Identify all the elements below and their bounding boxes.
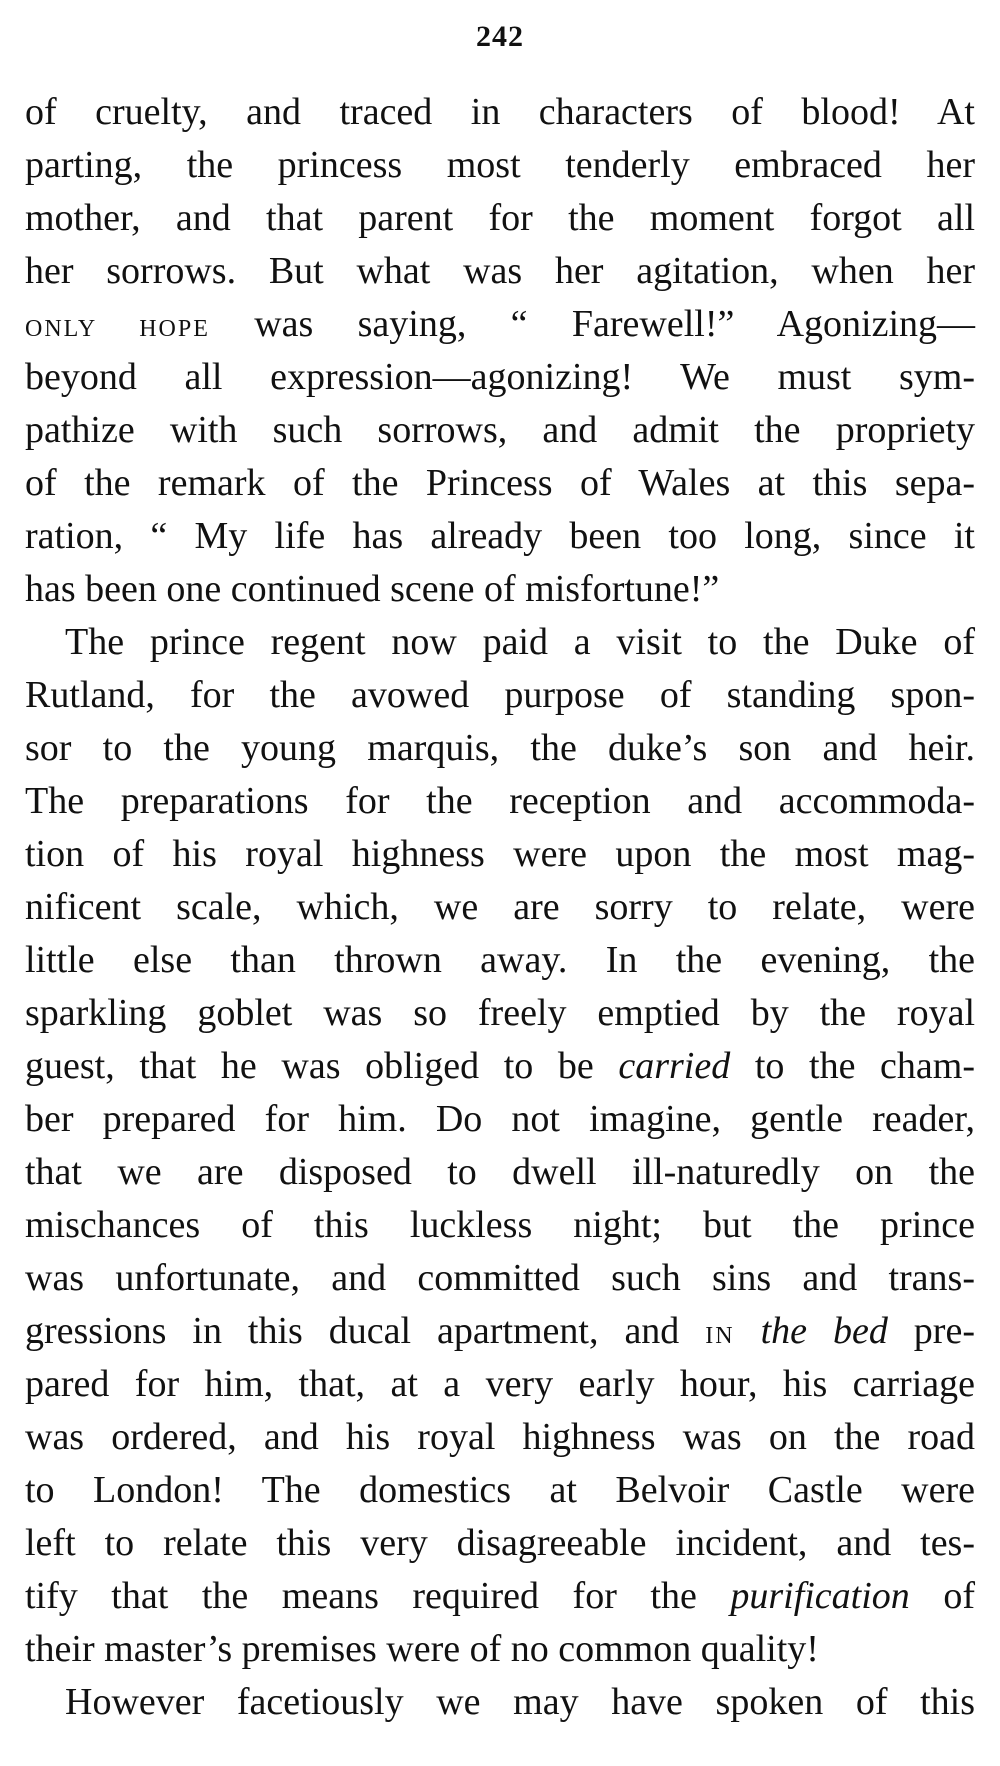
text-run: guest, that he was obliged to be	[25, 1045, 619, 1087]
text-line: ber prepared for him. Do not imagine, gentle reader,	[25, 1098, 975, 1140]
text-run: gressions in this ducal apartment, and	[25, 1310, 706, 1352]
italic-word: carried	[618, 1045, 731, 1087]
text-line: mischances of this luckless night; but the prince	[25, 1204, 975, 1246]
text-line: was unfortunate, and committed such sins and trans-	[25, 1257, 975, 1299]
text-line: ration, “ My life has already been too long, since it	[25, 515, 975, 557]
text-run: was saying, “ Farewell!” Agonizing—	[209, 303, 975, 345]
text-line: to London! The domestics at Belvoir Castle were	[25, 1469, 975, 1511]
text-line: that we are disposed to dwell ill-naturedly on the	[25, 1151, 975, 1193]
text-line: sor to the young marquis, the duke’s son and heir.	[25, 727, 975, 769]
text-line: The preparations for the reception and accommoda-	[25, 780, 975, 822]
text-run: pre-	[887, 1310, 975, 1352]
page-number: 242	[476, 20, 524, 53]
text-run	[735, 1310, 761, 1352]
paragraph-start-line: However facetiously we may have spoken of this	[65, 1681, 975, 1723]
text-line: pathize with such sorrows, and admit the propriety	[25, 409, 975, 451]
text-run: to the cham-	[730, 1045, 975, 1087]
text-line	[25, 298, 975, 351]
small-caps-word: IN	[705, 1323, 735, 1349]
text-line: beyond all expression—agonizing! We must sym-	[25, 356, 975, 398]
text-line: their master’s premises were of no common quality!	[25, 1628, 819, 1670]
small-caps-phrase: ONLY HOPE	[25, 316, 210, 342]
text-line	[25, 1570, 975, 1623]
text-line: of cruelty, and traced in characters of blood! At	[25, 91, 975, 133]
body-text	[25, 86, 975, 1729]
paragraph-start-line: The prince regent now paid a visit to the Duke of	[65, 621, 975, 663]
text-line: nificent scale, which, we are sorry to relate, were	[25, 886, 975, 928]
text-run: tify that the means required for the	[25, 1575, 731, 1617]
text-line: little else than thrown away. In the evening, the	[25, 939, 975, 981]
text-line: sparkling goblet was so freely emptied by the royal	[25, 992, 975, 1034]
text-line: has been one continued scene of misfortune!”	[25, 568, 720, 610]
text-line: Rutland, for the avowed purpose of standing spon-	[25, 674, 975, 716]
text-line: parting, the princess most tenderly embraced her	[25, 144, 975, 186]
text-line: was ordered, and his royal highness was on the road	[25, 1416, 975, 1458]
italic-phrase: the bed	[760, 1310, 888, 1352]
italic-word: purification	[730, 1575, 910, 1617]
text-line	[25, 1040, 975, 1093]
text-line: left to relate this very disagreeable incident, and tes-	[25, 1522, 975, 1564]
text-line	[25, 1305, 975, 1358]
text-line: pared for him, that, at a very early hour, his carriage	[25, 1363, 975, 1405]
text-line: her sorrows. But what was her agitation, when her	[25, 250, 975, 292]
text-line: tion of his royal highness were upon the most mag-	[25, 833, 975, 875]
text-line: mother, and that parent for the moment forgot all	[25, 197, 975, 239]
text-run: of	[909, 1575, 975, 1617]
text-line: of the remark of the Princess of Wales at this sepa-	[25, 462, 975, 504]
